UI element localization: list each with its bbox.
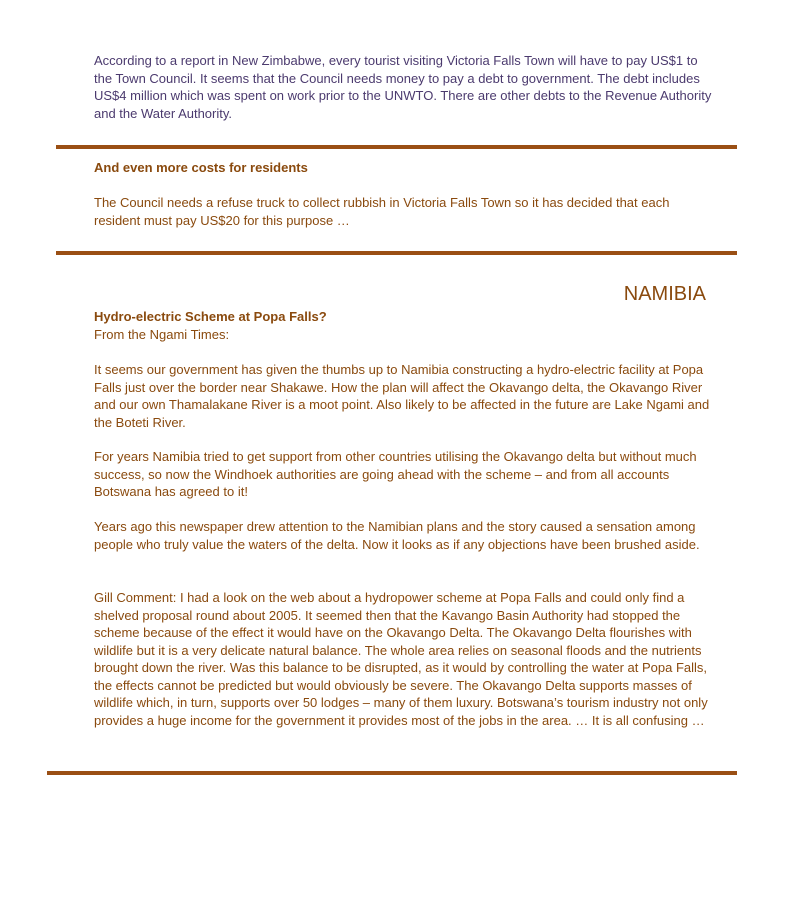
zimbabwe-report-paragraph: According to a report in New Zimbabwe, every tourist visiting Victoria Falls Town will have to pay US$1 to the Town Council. It seems that the Council needs money to pay a debt to government. The debt includes US$4 million which was spent on work prior to the UNWTO. There are other debts to the Revenue Authority and the Water Authority. xyxy=(94,53,712,121)
section-divider xyxy=(56,251,737,255)
section-divider xyxy=(47,771,737,775)
region-title: NAMIBIA xyxy=(623,283,706,305)
article-paragraph: For years Namibia tried to get support from other countries utilising the Okavango delta but without much success, so now the Windhoek authorities are going ahead with the scheme – and from all accounts Botswana has agreed to it! xyxy=(94,449,697,499)
article-heading: Hydro-electric Scheme at Popa Falls? xyxy=(94,309,327,324)
article-source: From the Ngami Times: xyxy=(94,327,230,342)
residents-paragraph: The Council needs a refuse truck to collect rubbish in Victoria Falls Town so it has decided that each resident must pay US$20 for this purpose … xyxy=(94,195,670,228)
article-paragraph: It seems our government has given the thumbs up to Namibia constructing a hydro-electric facility at Popa Falls just over the border near Shakawe. How the plan will affect the Okavango delta, the Okavango River and our own Thamalakane River is a moot point. Also likely to be affected in the future are Lake Ngami and the Boteti River. xyxy=(94,362,710,430)
section-divider xyxy=(56,145,737,149)
gill-comment-paragraph: Gill Comment: I had a look on the web about a hydropower scheme at Popa Falls and could only find a shelved proposal round about 2005. It seemed then that the Kavango Basin Authority had stopped the scheme because of the effect it would have on the Okavango Delta. The Okavango Delta flourishes with wildlife but it is a very delicate natural balance. The whole area relies on seasonal floods and the nutrients brought down the river. Was this balance to be disrupted, as it would by controlling the water at Popa Falls, the effects cannot be predicted but would obviously be severe. The Okavango Delta supports masses of wildlife which, in turn, supports over 50 lodges – many of them luxury. Botswana’s tourism industry not only provides a huge income for the government it provides most of the jobs in the area. … It is all confusing … xyxy=(94,590,708,728)
article-paragraph: Years ago this newspaper drew attention to the Namibian plans and the story caused a sensation among people who truly value the waters of the delta. Now it looks as if any objections have been brushed aside. xyxy=(94,519,700,552)
residents-heading: And even more costs for residents xyxy=(94,160,308,175)
